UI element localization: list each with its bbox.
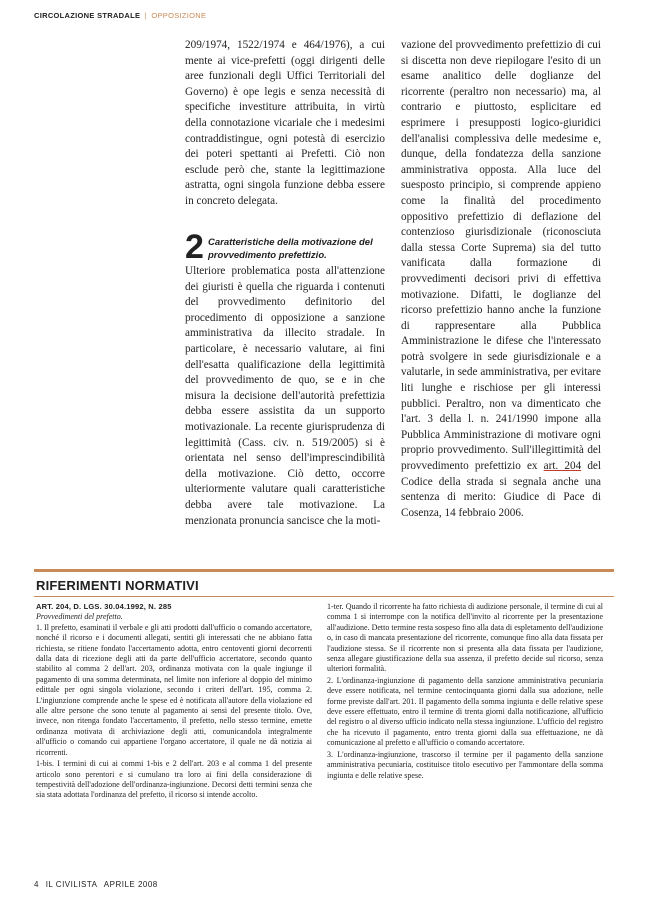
header-section: CIRCOLAZIONE STRADALE: [34, 11, 141, 20]
paragraph: [401, 38, 601, 521]
law-paragraph: 1. Il prefetto, esaminati il verbale e gli atti prodotti dall'ufficio o comando accertatore, nonché il ricorso e i documenti allegati, sentiti gli interessati che ne abbiano fatta richiesta, se ritiene fondato l'accertamento adotta, entro centoventi giorni decorrenti dalla data di ricezione degli atti da parte dell'ufficio accertatore, secondo quanto stabilito al comma 2 dell'art. 203, ordinanza motivata con la quale ingiunge il pagamento di una somma determinata, nel limite non inferiore al doppio del minimo edittale per ogni singola violazione, secondo i criteri dell'art. 195, comma 2. L'ingiunzione comprende anche le spese ed è notificata all'autore della violazione ed alle altre persone che sono tenute al pagamento ai sensi del presente titolo. Ove, invece, non ritenga fondato l'accertamento, il prefetto, nello stesso termine, emette ordinanza motivata di archiviazione degli atti, comunicandola integralmente all'ufficio o comando cui appartiene l'organo accertatore, il quale ne dà notizia ai ricorrenti.: [36, 622, 312, 757]
article-subtitle: Provvedimenti del prefetto.: [36, 612, 123, 622]
page-footer: [34, 880, 162, 889]
references-right-column: [327, 602, 603, 782]
paragraph: Ulteriore problematica posta all'attenzione dei giuristi è quella che riguarda i contenuti del provvedimento definitorio del procedimento di opposizione a sanzione amministrativa da illecito stradale. In particolare, è necessario valutare, ai fini dell'esatta qualificazione della legittimità del provvedimento de quo, se e in che misura la decisione dell'autorità prefettizia debba essere assistita da un supporto motivazionale. La recente giurisprudenza di legittimità (Cass. civ. n. 519/2005) si è orientata nel senso dell'imprescindibilità della motivazione. Ciò detto, occorre ulteriormente valutare quali caratteristiche debba avere tale motivazione. La menzionata pronuncia sancisce che la moti-: [185, 265, 385, 527]
references-divider: [34, 596, 614, 597]
header-separator: |: [144, 11, 147, 20]
law-paragraph: 2. L'ordinanza-ingiunzione di pagamento della sanzione amministrativa pecuniaria deve essere notificata, nel termine centocinquanta giorni dalla sua adozione, nelle forme previste dall'art. 201. Il pagamento della somma ingiunta e delle relative spese deve essere effettuato, entro il termine di trenta giorni dalla notificazione, all'ufficio del registro o al diverso ufficio indicato nella stessa ingiunzione. L'ufficio del registro che ha ricevuto il pagamento, entro trenta giorni dalla sua effettuazione, ne dà comunicazione al prefetto e all'ufficio o comando accertatore.: [327, 675, 603, 748]
law-paragraph: 3. L'ordinanza-ingiunzione, trascorso il termine per il pagamento della sanzione amministrativa pecuniaria, costituisce titolo esecutivo per l'ammontare della somma ingiunta e delle relative spese.: [327, 749, 603, 780]
references-left-column: [36, 602, 312, 802]
law-paragraph: 1-bis. I termini di cui ai commi 1-bis e 2 dell'art. 203 e al comma 1 del presente articolo sono perentori e si cumulano tra loro ai fini della considerazione di tempestività dell'adozione dell'ordinanza-ingiunzione. Decorsi detti termini senza che sia stata adottata l'ordinanza del prefetto, il ricorso si intende accolto.: [36, 759, 312, 800]
section-number: 2: [185, 228, 204, 266]
article-heading: ART. 204, D. LGS. 30.04.1992, N. 285: [36, 602, 172, 611]
paragraph-text: del Codice della strada si segnala anche una sentenza di merito: Giudice di Pace di Cosenza, 14 febbraio 2006.: [401, 460, 601, 519]
article-text-right: [401, 38, 601, 521]
article-text-left-bottom: [185, 264, 385, 529]
publication-name: IL CIVILISTA: [45, 880, 98, 889]
paragraph: 209/1974, 1522/1974 e 464/1976), a cui mente ai vice-prefetti (oggi dirigenti delle aree funzionali degli Uffici Territoriali del Governo) è ope legis e senza necessità di specifiche investiture attribuita, in virtù della connotazione vicariale che i medesimi contraddistingue, ogni potestà di esercizio dei poteri spettanti ai Prefetti. Ciò non esclude però che, stante la legittimazione astratta, ogni singola funzione debba essere in concreto delegata.: [185, 39, 385, 207]
issue-date: APRILE 2008: [103, 880, 158, 889]
references-title: RIFERIMENTI NORMATIVI: [36, 578, 199, 593]
references-band: [34, 569, 614, 572]
article-link[interactable]: art. 204: [543, 460, 582, 473]
paragraph-text: vazione del provvedimento prefettizio di cui si discetta non deve riepilogare l'esito di un esame analitico delle doglianze del ricorrente (peraltro non necessario) ma, al contrario e piuttosto, esplicitare ed esprimere i presupposti logico-giuridici dell'analisi complessiva delle medesime e, dunque, della fondatezza della sanzione amministrativa opposta. Alla luce del suesposto principio, si comprende appieno come la finalità del procedimento oppositivo prefettizio di deflazione del contenzioso giurisdizionale (riconosciuta dalla stessa Corte Suprema) sia del tutto vanificata dalla formazione di provvedimenti decisori privi di effettiva motivazione. Difatti, le doglianze del ricorso prefettizio hanno anche la funzione di rappresentare alla Pubblica Amministrazione le difese che l'interessato potrà svolgere in sede giurisdizionale e a valutarle, in sede amministrativa, per evitare liti lunghe e rischiose per gli interessi pubblici. Peraltro, non va dimenticato che l'art. 3 della l. n. 241/1990 impone alla Pubblica Amministrazione di motivare ogni proprio provvedimento. Sull'illegittimità del provvedimento prefettizio ex: [401, 39, 601, 473]
page-number: 4: [34, 880, 39, 889]
article-text-left-top: [185, 38, 385, 210]
running-header: [34, 11, 206, 20]
header-subsection: OPPOSIZIONE: [151, 11, 207, 20]
law-paragraph: 1-ter. Quando il ricorrente ha fatto richiesta di audizione personale, il termine di cui al comma 1 si interrompe con la notifica dell'invito al ricorrente per la presentazione all'audizione. Detto termine resta sospeso fino alla data di espletamento dell'audizione o, in caso di mancata presentazione del ricorrente, comunque fino alla data fissata per l'audizione stessa. Se il ricorrente non si presenta alla data fissata per l'audizione, senza allegare giustificazione della sua assenza, il prefetto decide sul ricorso, senza ulteriori formalità.: [327, 602, 603, 674]
section-title: Caratteristiche della motivazione del provvedimento prefettizio.: [208, 237, 373, 261]
